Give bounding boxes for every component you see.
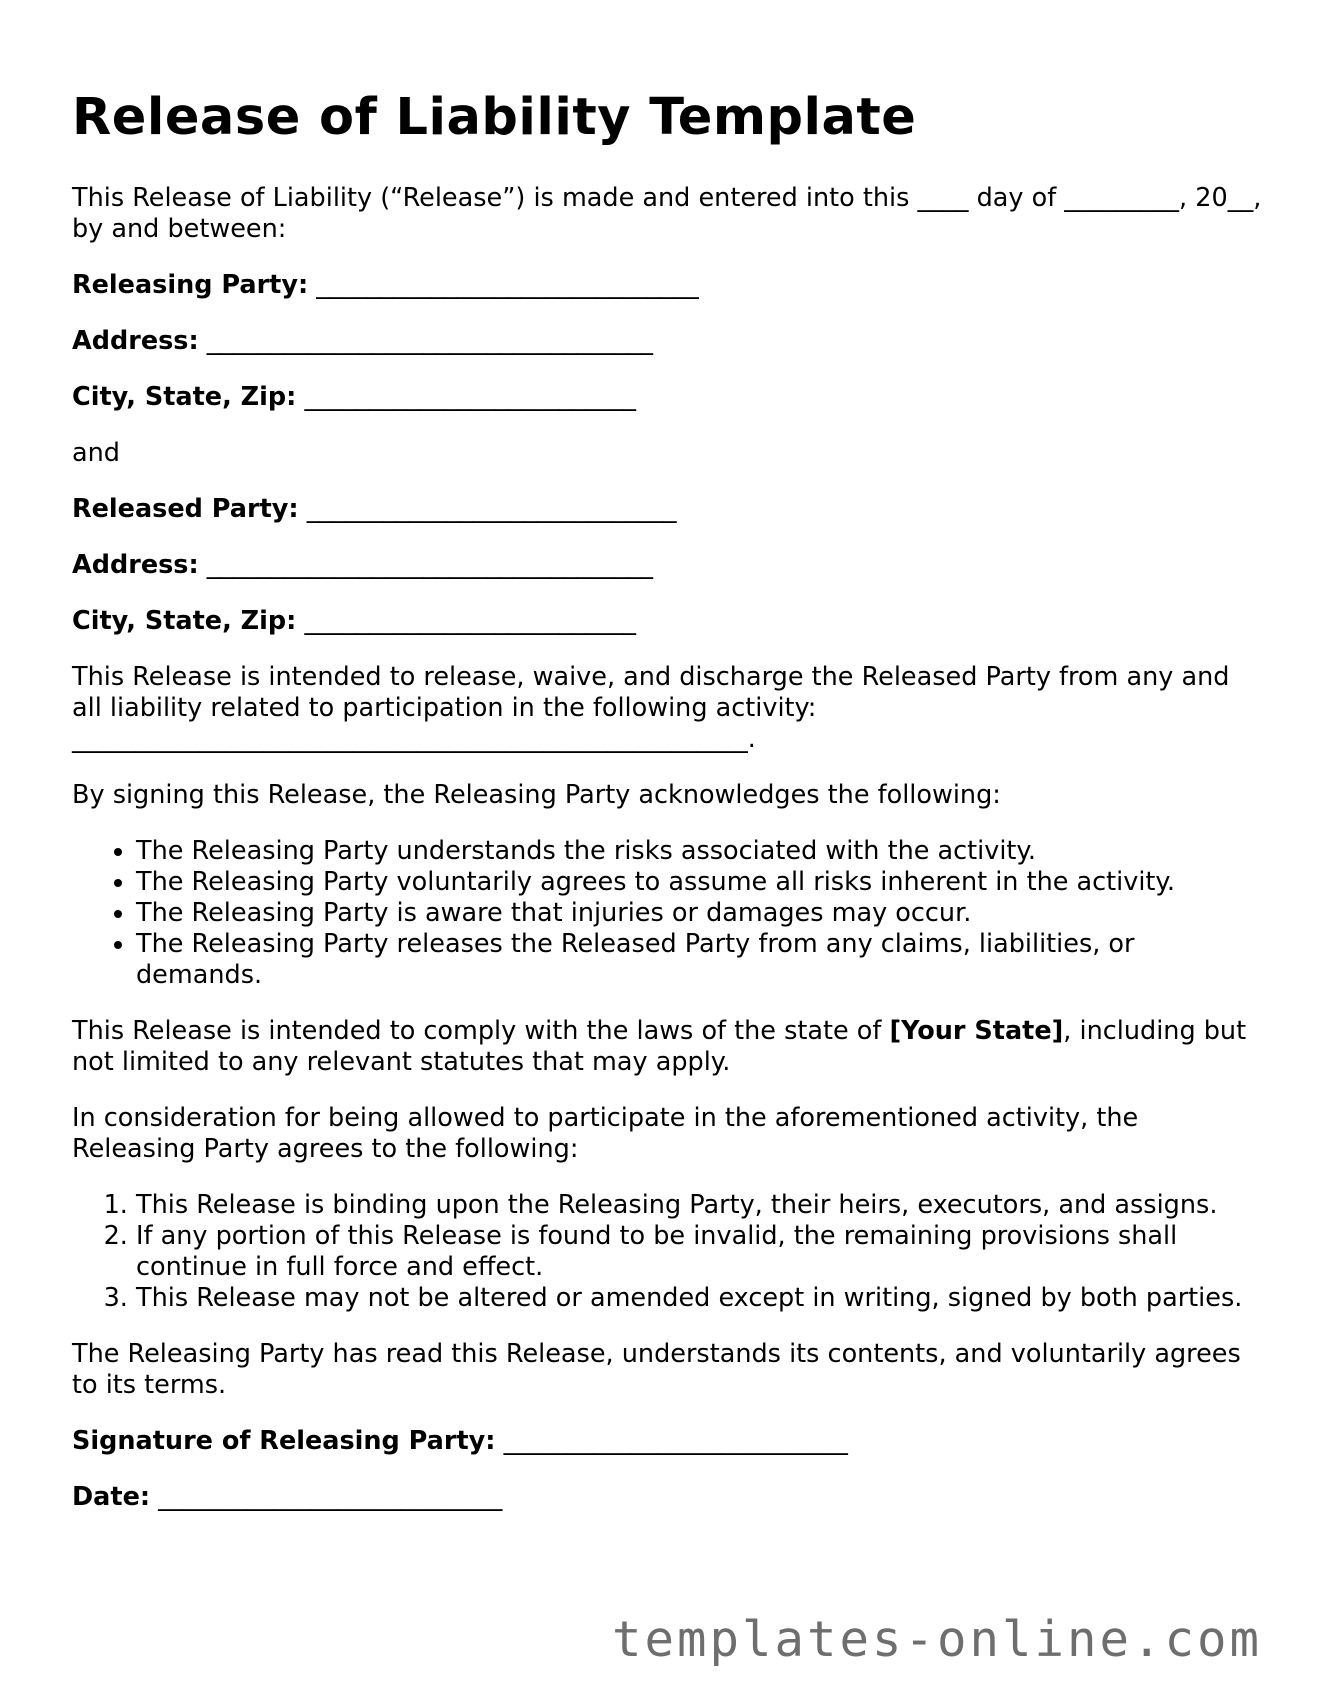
law-text-after: , including but not limited to any relevant statutes that may apply. <box>72 1016 1247 1077</box>
released-party-name-field <box>72 494 1262 525</box>
date-blank[interactable]: ___________________________ <box>158 1482 503 1512</box>
acknowledgements-list <box>72 836 1262 991</box>
purpose-paragraph: This Release is intended to release, waive, and discharge the Released Party from any and all liability related to participation in the following activity: _____________________________________________________. <box>72 662 1230 754</box>
releasing-party-address-field <box>72 326 1262 357</box>
released-party-name-label: Released Party: <box>72 494 299 524</box>
releasing-party-city-blank[interactable]: __________________________ <box>304 382 636 412</box>
consideration-intro: In consideration for being allowed to participate in the aforementioned activity, the Releasing Party agrees to the following: <box>72 1103 1139 1164</box>
governing-law-paragraph <box>72 1016 1262 1078</box>
intro-paragraph: This Release of Liability (“Release”) is made and entered into this ____ day of _________, 20__, by and between: <box>72 183 1262 244</box>
list-item: 1. This Release is binding upon the Releasing Party, their heirs, executors, and assigns. <box>136 1190 1262 1221</box>
watermark-text: templates-online.com <box>612 1611 1263 1668</box>
list-item: 2. If any portion of this Release is found to be invalid, the remaining provisions shall continue in full force and effect. <box>136 1221 1262 1283</box>
releasing-party-name-blank[interactable]: ______________________________ <box>316 270 699 300</box>
released-party-name-blank[interactable]: _____________________________ <box>306 494 677 524</box>
terms-list <box>72 1190 1262 1314</box>
list-item: 3. This Release may not be altered or amended except in writing, signed by both parties. <box>136 1283 1262 1314</box>
signature-field <box>72 1426 1262 1457</box>
document-page <box>72 88 1262 1538</box>
date-label: Date: <box>72 1482 151 1512</box>
closing-paragraph: The Releasing Party has read this Release, understands its contents, and voluntarily agrees to its terms. <box>72 1339 1241 1400</box>
signature-blank[interactable]: ___________________________ <box>503 1426 848 1456</box>
released-party-city-blank[interactable]: __________________________ <box>304 606 636 636</box>
released-party-city-label: City, State, Zip: <box>72 606 297 636</box>
released-party-city-field <box>72 606 1262 637</box>
releasing-party-name-label: Releasing Party: <box>72 270 309 300</box>
released-party-address-blank[interactable]: ___________________________________ <box>206 550 654 580</box>
acknowledgement-intro: By signing this Release, the Releasing Party acknowledges the following: <box>72 780 1001 810</box>
releasing-party-city-label: City, State, Zip: <box>72 382 297 412</box>
list-item: • The Releasing Party voluntarily agrees to assume all risks inherent in the activity. <box>136 867 1262 898</box>
releasing-party-name-field <box>72 270 1262 301</box>
released-party-address-field <box>72 550 1262 581</box>
releasing-party-city-field <box>72 382 1262 413</box>
and-text: and <box>72 438 120 468</box>
law-state-placeholder: [Your State] <box>889 1016 1064 1046</box>
list-item: • The Releasing Party releases the Released Party from any claims, liabilities, or demands. <box>136 929 1262 991</box>
releasing-party-address-blank[interactable]: ___________________________________ <box>206 326 654 356</box>
law-text-before: This Release is intended to comply with the laws of the state of <box>72 1016 890 1046</box>
document-title: Release of Liability Template <box>72 88 917 147</box>
list-item: • The Releasing Party understands the risks associated with the activity. <box>136 836 1262 867</box>
signature-label: Signature of Releasing Party: <box>72 1426 496 1456</box>
date-field <box>72 1482 1262 1513</box>
released-party-address-label: Address: <box>72 550 199 580</box>
list-item: • The Releasing Party is aware that injuries or damages may occur. <box>136 898 1262 929</box>
releasing-party-address-label: Address: <box>72 326 199 356</box>
